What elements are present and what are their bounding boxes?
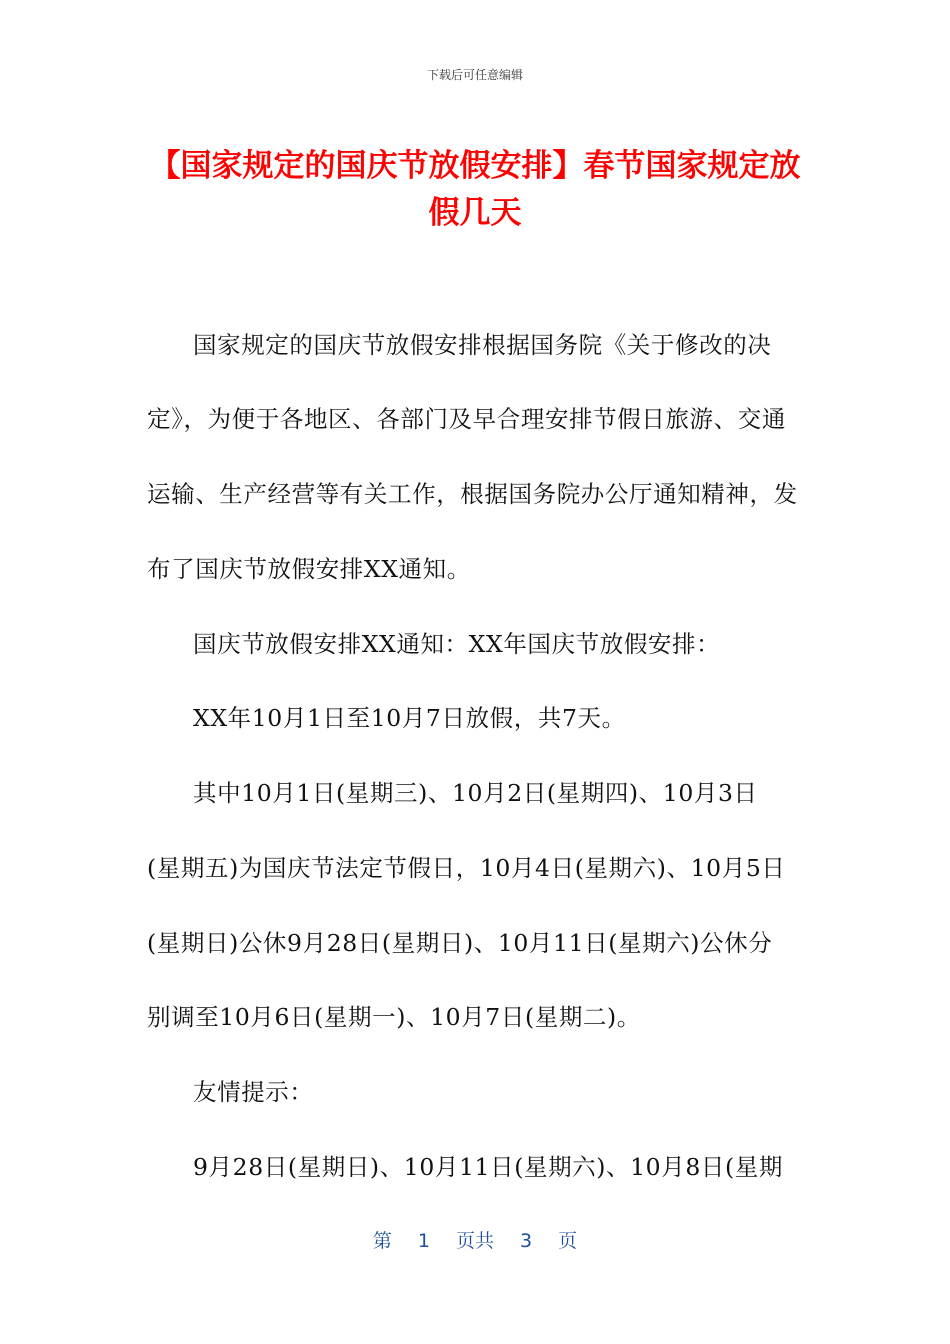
footer-page-prefix: 第 <box>372 1230 392 1252</box>
footer-total-pages: 3 <box>520 1230 533 1252</box>
paragraph-line: 运输、生产经营等有关工作，根据国务院办公厅通知精神，发 <box>147 480 798 508</box>
paragraph-line: 别调至10月6日(星期一)、10月7日(星期二)。 <box>147 1003 641 1031</box>
paragraph-line: 定》，为便于各地区、各部门及早合理安排节假日旅游、交通 <box>147 405 786 433</box>
paragraph-line: 9月28日(星期日)、10月11日(星期六)、10月8日(星期 <box>193 1153 783 1181</box>
document-title: 【国家规定的国庆节放假安排】春节国家规定放假几天 <box>149 148 801 231</box>
paragraph-line: 国庆节放假安排XX通知：XX年国庆节放假安排： <box>193 630 721 658</box>
footer-page-suffix: 页 <box>558 1230 578 1252</box>
footer-page-middle: 页共 <box>455 1230 494 1252</box>
paragraph-line: 友情提示： <box>193 1078 314 1106</box>
paragraph-line: 其中10月1日(星期三)、10月2日(星期四)、10月3日 <box>193 779 758 807</box>
page-footer <box>0 1226 950 1253</box>
footer-current-page: 1 <box>417 1230 430 1252</box>
paragraph-line: 布了国庆节放假安排XX通知。 <box>147 555 471 583</box>
paragraph-line: (星期日)公休9月28日(星期日)、10月11日(星期六)公休分 <box>147 929 773 957</box>
paragraph-line: XX年10月1日至10月7日放假，共7天。 <box>193 704 626 732</box>
paragraph-line: 国家规定的国庆节放假安排根据国务院《关于修改的决 <box>193 331 772 359</box>
header-note: 下载后可任意编辑 <box>426 68 523 82</box>
paragraph-line: (星期五)为国庆节法定节假日，10月4日(星期六)、10月5日 <box>147 854 786 882</box>
